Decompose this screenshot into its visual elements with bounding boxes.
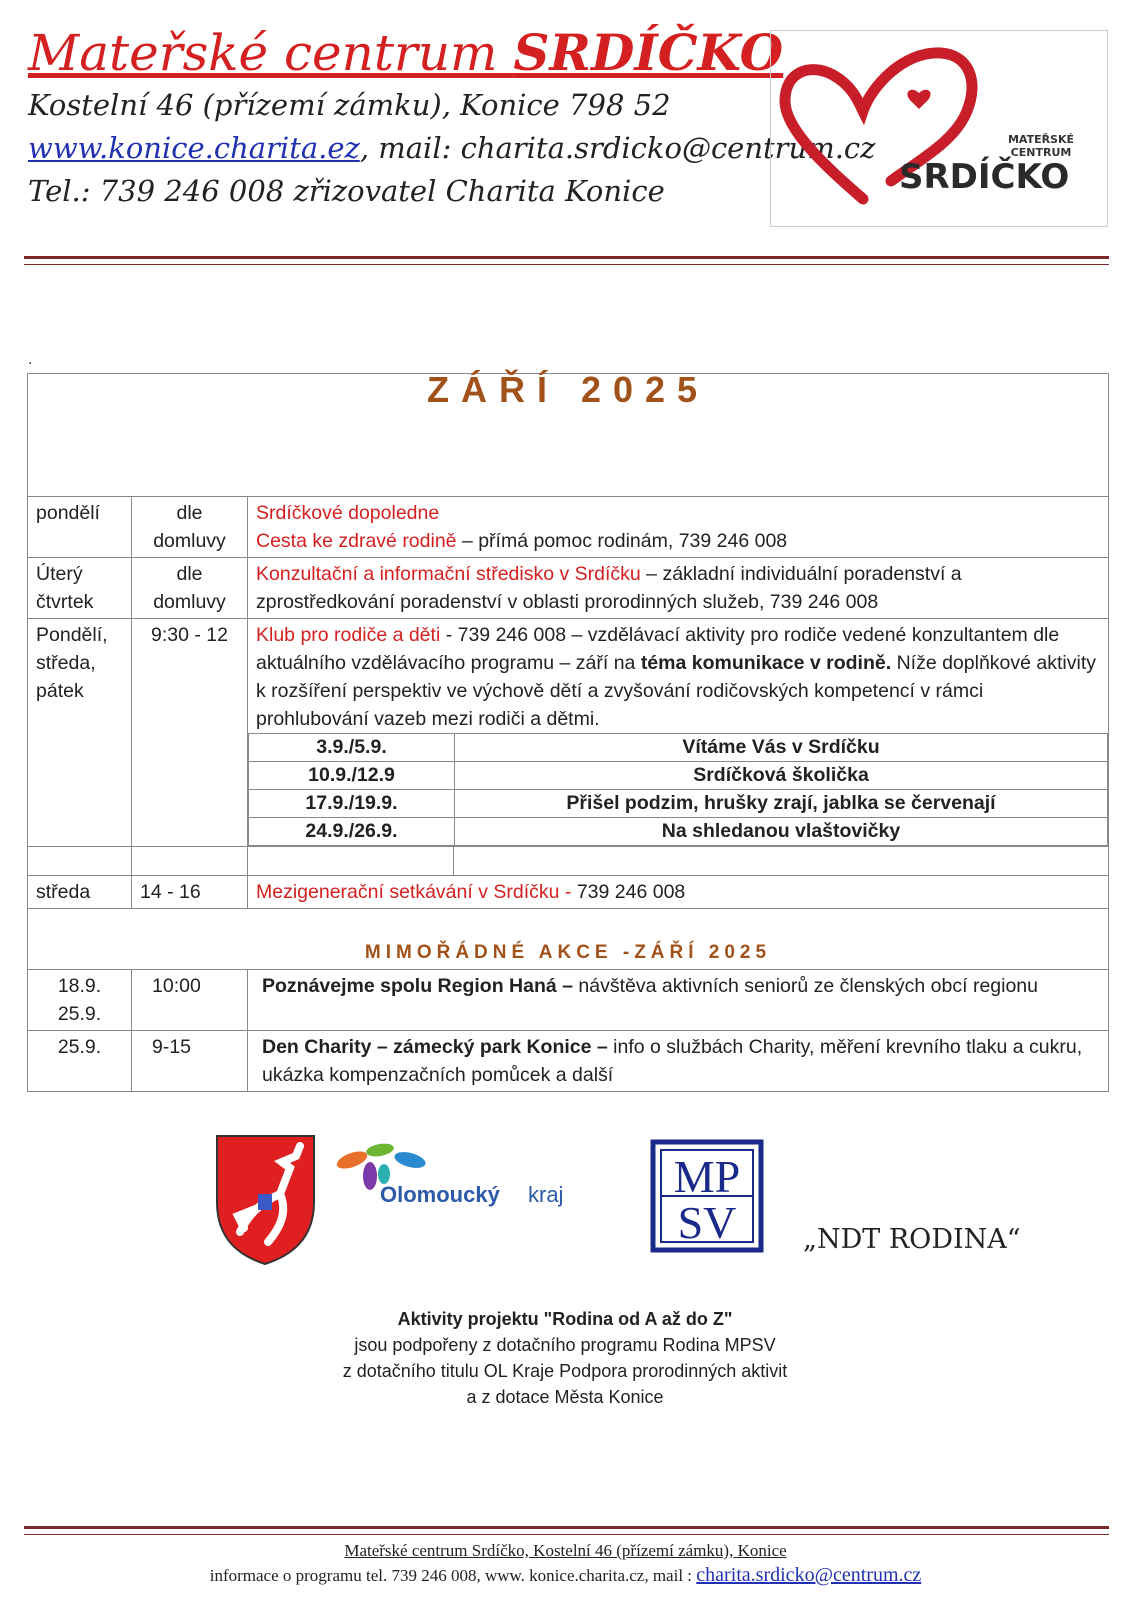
footer-line2: informace o programu tel. 739 246 008, www. konice.charita.cz, mail : charita.srdicko@centrum.cz [209,1564,922,1586]
footer-line1: Mateřské centrum Srdíčko, Kostelní 46 (přízemí zámku), Konice [344,1541,787,1560]
footer [0,1538,1131,1588]
logo-name: SRDÍČKO [899,157,1070,197]
footer-divider [24,1526,1109,1535]
address: Kostelní 46 (přízemí zámku), Konice 798 52 [28,88,671,122]
empty-row [28,847,1109,876]
time-cell: 14 - 16 [132,876,248,909]
mail-text: , mail: charita.srdicko@centrum.cz [359,131,876,165]
time-cell: dle domluvy [132,558,248,619]
activity-cell: Konzultační a informační středisko v Srdíčku – základní individuální poradenství a zprostředkování poradenství v oblasti prorodinných služeb, 739 246 008 [248,558,1109,619]
activity-cell: Klub pro rodiče a děti - 739 246 008 – vzdělávací aktivity pro rodiče vedené konzultantem dle aktuálního vzdělávacího programu – září na téma komunikace v rodině. Níže doplňkové aktivity k rozšíření perspektiv ve výchově dětí a zvyšování rodičovských kompetencí v rámci prohlubování vazeb mezi rodiči a dětmi. 3.9./5.9. Vítáme Vás v Srdíčku 10.9./12.9 Srdíčková školička 17.9./19.9. Přišel podzim, hrušky zrají, jablka se červenají 24.9./26.9. Na shledanou vlaštovičky [248,619,1109,847]
stray-dot: . [28,352,33,368]
mpsv-bottom-text: SV [677,1197,737,1248]
table-row [28,970,1109,1031]
logo-subtitle: MATEŘSKÉ CENTRUM [1007,133,1075,159]
schedule-row: 17.9./19.9. Přišel podzim, hrušky zrají, jablka se červenají [249,790,1108,818]
page-title: Mateřské centrum SRDÍČKO [28,23,784,82]
schedule-row: 3.9./5.9. Vítáme Vás v Srdíčku [249,734,1108,762]
contact-line [28,127,876,170]
table-row [28,876,1109,909]
day-cell: středa [28,876,132,909]
activity-cell: Den Charity – zámecký park Konice – info o službách Charity, měření krevního tlaku a cukru, ukázka kompenzačních pomůcek a další [248,1031,1109,1092]
table-row [28,497,1109,558]
table-row [28,619,1109,847]
mpsv-top-text: MP [673,1151,741,1202]
time-cell: 9:30 - 12 [132,619,248,847]
activity-cell: Mezigenerační setkávání v Srdíčku - 739 246 008 [248,876,1109,909]
schedule-row: 24.9./26.9. Na shledanou vlaštovičky [249,818,1108,846]
olomoucky-text: Olomoucký [380,1182,500,1207]
month-header-row [28,374,1109,497]
time-cell: 10:00 [132,970,248,1031]
header [28,22,876,213]
day-cell: Pondělí, středa, pátek [28,619,132,847]
footer-mail-link[interactable]: charita.srdicko@centrum.cz [696,1564,922,1586]
schedule-table [248,733,1108,846]
ndt-rodina: „NDT RODINA“ [803,1224,1021,1255]
phone-line: Tel.: 739 246 008 zřizovatel Charita Konice [28,174,665,208]
date-cell: 18.9. 25.9. [28,970,132,1031]
table-row [28,1031,1109,1092]
date-cell: 25.9. [28,1031,132,1092]
day-cell: Úterý čtvrtek [28,558,132,619]
program-table [27,369,1109,1092]
activity-cell: Srdíčkové dopoledne Cesta ke zdravé rodině – přímá pomoc rodinám, 739 246 008 [248,497,1109,558]
time-cell: dle domluvy [132,497,248,558]
table-row [28,558,1109,619]
srdicko-logo [770,30,1108,227]
day-cell: pondělí [28,497,132,558]
kraj-text: kraj [528,1182,564,1207]
special-header-row [28,909,1109,970]
special-title: MIMOŘÁDNÉ AKCE -ZÁŘÍ 2025 [364,942,772,963]
support-text: Aktivity projektu "Rodina od A až do Z" jsou podpořeny z dotačního programu Rodina MPSV z dotačního titulu OL Kraje Podpora prorodinných aktivit a z dotace Města Konice [342,1309,788,1407]
schedule-row: 10.9./12.9 Srdíčková školička [249,762,1108,790]
activity-cell: Poznávejme spolu Region Haná – návštěva aktivních seniorů ze členských obcí regionu [248,970,1109,1031]
time-cell: 9-15 [132,1031,248,1092]
web-link[interactable]: www.konice.charita.ez [28,131,360,165]
header-divider [24,256,1109,265]
konice-coat-of-arms-icon [217,1136,314,1264]
month-title: ZÁŘÍ 2025 [426,369,710,410]
